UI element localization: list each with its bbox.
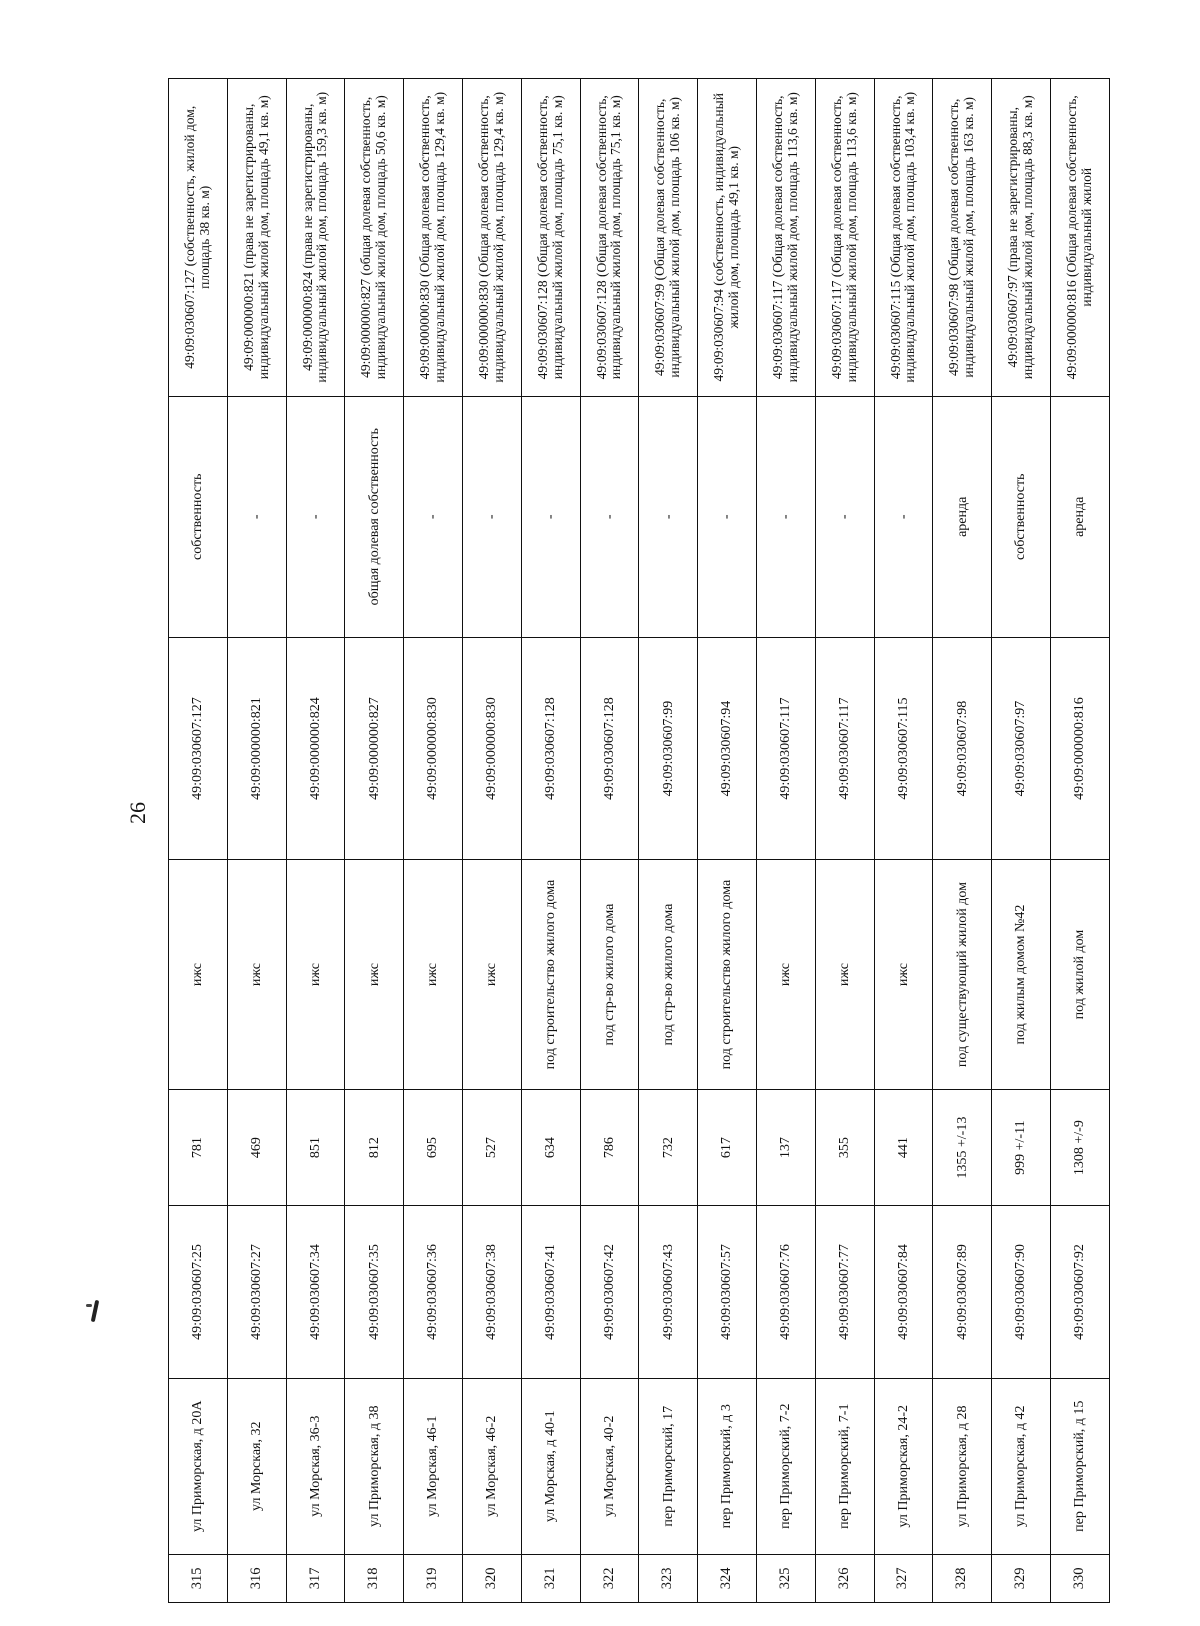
- address-cell: пер Приморский, 17: [639, 1378, 698, 1554]
- building-cadastral-cell: 49:09:000000:821: [227, 638, 286, 860]
- building-info-cell: 49:09:030607:94 (собственность, индивидуальный жилой дом, площадь 49,1 кв. м): [698, 79, 757, 397]
- address-cell: ул Приморская, 24-2: [874, 1378, 933, 1554]
- building-info-cell: 49:09:030607:99 (Общая долевая собственность, индивидуальный жилой дом, площадь 106 кв. м): [639, 79, 698, 397]
- address-cell: пер Приморский, 7-2: [756, 1378, 815, 1554]
- row-number-cell: 317: [286, 1554, 345, 1602]
- table-row: [756, 79, 815, 1603]
- right-type-cell: -: [462, 396, 521, 638]
- building-cadastral-cell: 49:09:030607:127: [169, 638, 228, 860]
- permitted-use-cell: под стр-во жилого дома: [580, 860, 639, 1090]
- building-info-cell: 49:09:030607:117 (Общая долевая собственность, индивидуальный жилой дом, площадь 113,6 кв. м): [756, 79, 815, 397]
- right-type-cell: -: [227, 396, 286, 638]
- table-row: [227, 79, 286, 1603]
- cadastral-number-cell: 49:09:030607:34: [286, 1206, 345, 1379]
- table-row: [169, 79, 228, 1603]
- address-cell: ул Приморская, д 38: [345, 1378, 404, 1554]
- cadastral-number-cell: 49:09:030607:35: [345, 1206, 404, 1379]
- building-info-cell: 49:09:000000:830 (Общая долевая собственность, индивидуальный жилой дом, площадь 129,4 кв. м): [404, 79, 463, 397]
- building-cadastral-cell: 49:09:030607:115: [874, 638, 933, 860]
- permitted-use-cell: ижс: [345, 860, 404, 1090]
- building-cadastral-cell: 49:09:030607:117: [815, 638, 874, 860]
- right-type-cell: -: [874, 396, 933, 638]
- rotated-table-container: [168, 78, 1110, 1603]
- building-cadastral-cell: 49:09:000000:816: [1050, 638, 1109, 860]
- right-type-cell: аренда: [1050, 396, 1109, 638]
- permitted-use-cell: ижс: [404, 860, 463, 1090]
- row-number-cell: 320: [462, 1554, 521, 1602]
- row-number-cell: 324: [698, 1554, 757, 1602]
- cadastral-number-cell: 49:09:030607:92: [1050, 1206, 1109, 1379]
- cadastral-number-cell: 49:09:030607:89: [933, 1206, 992, 1379]
- building-info-cell: 49:09:030607:127 (собственность, жилой дом, площадь 38 кв. м): [169, 79, 228, 397]
- table-row: [992, 79, 1051, 1603]
- building-cadastral-cell: 49:09:030607:128: [580, 638, 639, 860]
- right-type-cell: -: [286, 396, 345, 638]
- area-cell: 695: [404, 1090, 463, 1206]
- building-info-cell: 49:09:000000:827 (общая долевая собственность, индивидуальный жилой дом, площадь 50,6 кв. м): [345, 79, 404, 397]
- area-cell: 732: [639, 1090, 698, 1206]
- address-cell: ул Морская, 36-3: [286, 1378, 345, 1554]
- cadastral-number-cell: 49:09:030607:43: [639, 1206, 698, 1379]
- permitted-use-cell: ижс: [286, 860, 345, 1090]
- address-cell: ул Приморская, д 28: [933, 1378, 992, 1554]
- row-number-cell: 319: [404, 1554, 463, 1602]
- building-info-cell: 49:09:000000:830 (Общая долевая собственность, индивидуальный жилой дом, площадь 129,4 кв. м): [462, 79, 521, 397]
- cadastral-number-cell: 49:09:030607:36: [404, 1206, 463, 1379]
- permitted-use-cell: под существующий жилой дом: [933, 860, 992, 1090]
- address-cell: ул Морская, 46-1: [404, 1378, 463, 1554]
- row-number-cell: 318: [345, 1554, 404, 1602]
- right-type-cell: -: [815, 396, 874, 638]
- right-type-cell: собственность: [992, 396, 1051, 638]
- right-type-cell: -: [521, 396, 580, 638]
- table-row: [1050, 79, 1109, 1603]
- permitted-use-cell: ижс: [169, 860, 228, 1090]
- building-info-cell: 49:09:030607:97 (права не зарегистрированы, индивидуальный жилой дом, площадь 88,3 кв. м): [992, 79, 1051, 397]
- right-type-cell: аренда: [933, 396, 992, 638]
- cadastral-number-cell: 49:09:030607:77: [815, 1206, 874, 1379]
- address-cell: пер Приморский, д 15: [1050, 1378, 1109, 1554]
- building-info-cell: 49:09:030607:128 (Общая долевая собственность, индивидуальный жилой дом, площадь 75,1 кв. м): [521, 79, 580, 397]
- table-row: [462, 79, 521, 1603]
- address-cell: ул Приморская, д 20А: [169, 1378, 228, 1554]
- cadastral-number-cell: 49:09:030607:42: [580, 1206, 639, 1379]
- row-number-cell: 322: [580, 1554, 639, 1602]
- building-info-cell: 49:09:030607:98 (Общая долевая собственность, индивидуальный жилой дом, площадь 163 кв. м): [933, 79, 992, 397]
- permitted-use-cell: ижс: [227, 860, 286, 1090]
- area-cell: 812: [345, 1090, 404, 1206]
- building-cadastral-cell: 49:09:000000:827: [345, 638, 404, 860]
- row-number-cell: 327: [874, 1554, 933, 1602]
- cadastral-number-cell: 49:09:030607:25: [169, 1206, 228, 1379]
- area-cell: 1355 +/-13: [933, 1090, 992, 1206]
- right-type-cell: -: [698, 396, 757, 638]
- area-cell: 469: [227, 1090, 286, 1206]
- scan-artifact-small: [86, 1304, 92, 1307]
- area-cell: 355: [815, 1090, 874, 1206]
- row-number-cell: 325: [756, 1554, 815, 1602]
- building-info-cell: 49:09:000000:821 (права не зарегистрированы, индивидуальный жилой дом, площадь 49,1 кв. м): [227, 79, 286, 397]
- area-cell: 527: [462, 1090, 521, 1206]
- building-cadastral-cell: 49:09:000000:830: [404, 638, 463, 860]
- table-row: [815, 79, 874, 1603]
- area-cell: 137: [756, 1090, 815, 1206]
- address-cell: ул Морская, 46-2: [462, 1378, 521, 1554]
- row-number-cell: 326: [815, 1554, 874, 1602]
- area-cell: 999 +/-11: [992, 1090, 1051, 1206]
- building-cadastral-cell: 49:09:000000:824: [286, 638, 345, 860]
- permitted-use-cell: под стр-во жилого дома: [639, 860, 698, 1090]
- row-number-cell: 316: [227, 1554, 286, 1602]
- building-cadastral-cell: 49:09:030607:99: [639, 638, 698, 860]
- scan-artifact: [91, 1300, 99, 1322]
- cadastral-number-cell: 49:09:030607:84: [874, 1206, 933, 1379]
- building-info-cell: 49:09:000000:824 (права не зарегистрированы, индивидуальный жилой дом, площадь 159,3 кв. м): [286, 79, 345, 397]
- table-row: [404, 79, 463, 1603]
- table-row: [345, 79, 404, 1603]
- table-row: [698, 79, 757, 1603]
- right-type-cell: -: [756, 396, 815, 638]
- area-cell: 851: [286, 1090, 345, 1206]
- cadastral-number-cell: 49:09:030607:76: [756, 1206, 815, 1379]
- area-cell: 786: [580, 1090, 639, 1206]
- permitted-use-cell: ижс: [815, 860, 874, 1090]
- building-cadastral-cell: 49:09:030607:97: [992, 638, 1051, 860]
- cadastral-number-cell: 49:09:030607:57: [698, 1206, 757, 1379]
- permitted-use-cell: под жилым домом №42: [992, 860, 1051, 1090]
- address-cell: пер Приморский, 7-1: [815, 1378, 874, 1554]
- row-number-cell: 321: [521, 1554, 580, 1602]
- table-row: [874, 79, 933, 1603]
- row-number-cell: 330: [1050, 1554, 1109, 1602]
- address-cell: ул Морская, 40-2: [580, 1378, 639, 1554]
- table-row: [639, 79, 698, 1603]
- address-cell: ул Морская, д 40-1: [521, 1378, 580, 1554]
- right-type-cell: -: [404, 396, 463, 638]
- building-cadastral-cell: 49:09:030607:94: [698, 638, 757, 860]
- table-body: [169, 79, 1110, 1603]
- building-cadastral-cell: 49:09:030607:117: [756, 638, 815, 860]
- permitted-use-cell: под строительство жилого дома: [698, 860, 757, 1090]
- building-info-cell: 49:09:030607:115 (Общая долевая собственность, индивидуальный жилой дом, площадь 103,4 кв. м): [874, 79, 933, 397]
- row-number-cell: 329: [992, 1554, 1051, 1602]
- cadastral-number-cell: 49:09:030607:27: [227, 1206, 286, 1379]
- permitted-use-cell: ижс: [462, 860, 521, 1090]
- right-type-cell: собственность: [169, 396, 228, 638]
- row-number-cell: 328: [933, 1554, 992, 1602]
- address-cell: ул Приморская, д 42: [992, 1378, 1051, 1554]
- right-type-cell: -: [639, 396, 698, 638]
- building-cadastral-cell: 49:09:000000:830: [462, 638, 521, 860]
- area-cell: 441: [874, 1090, 933, 1206]
- page-number: 26: [125, 802, 150, 824]
- building-info-cell: 49:09:030607:128 (Общая долевая собственность, индивидуальный жилой дом, площадь 75,1 кв. м): [580, 79, 639, 397]
- building-info-cell: 49:09:030607:117 (Общая долевая собственность, индивидуальный жилой дом, площадь 113,6 кв. м): [815, 79, 874, 397]
- address-cell: ул Морская, 32: [227, 1378, 286, 1554]
- area-cell: 617: [698, 1090, 757, 1206]
- address-cell: пер Приморский, д 3: [698, 1378, 757, 1554]
- building-info-cell: 49:09:000000:816 (Общая долевая собственность, индивидуальный жилой: [1050, 79, 1109, 397]
- cadastral-number-cell: 49:09:030607:41: [521, 1206, 580, 1379]
- area-cell: 781: [169, 1090, 228, 1206]
- row-number-cell: 323: [639, 1554, 698, 1602]
- table-row: [580, 79, 639, 1603]
- building-cadastral-cell: 49:09:030607:98: [933, 638, 992, 860]
- land-plots-table: [168, 78, 1110, 1603]
- right-type-cell: общая долевая собственность: [345, 396, 404, 638]
- area-cell: 1308 +/-9: [1050, 1090, 1109, 1206]
- table-row: [286, 79, 345, 1603]
- permitted-use-cell: под строительство жилого дома: [521, 860, 580, 1090]
- right-type-cell: -: [580, 396, 639, 638]
- permitted-use-cell: ижс: [874, 860, 933, 1090]
- building-cadastral-cell: 49:09:030607:128: [521, 638, 580, 860]
- permitted-use-cell: ижс: [756, 860, 815, 1090]
- cadastral-number-cell: 49:09:030607:90: [992, 1206, 1051, 1379]
- permitted-use-cell: под жилой дом: [1050, 860, 1109, 1090]
- area-cell: 634: [521, 1090, 580, 1206]
- table-row: [933, 79, 992, 1603]
- cadastral-number-cell: 49:09:030607:38: [462, 1206, 521, 1379]
- table-row: [521, 79, 580, 1603]
- row-number-cell: 315: [169, 1554, 228, 1602]
